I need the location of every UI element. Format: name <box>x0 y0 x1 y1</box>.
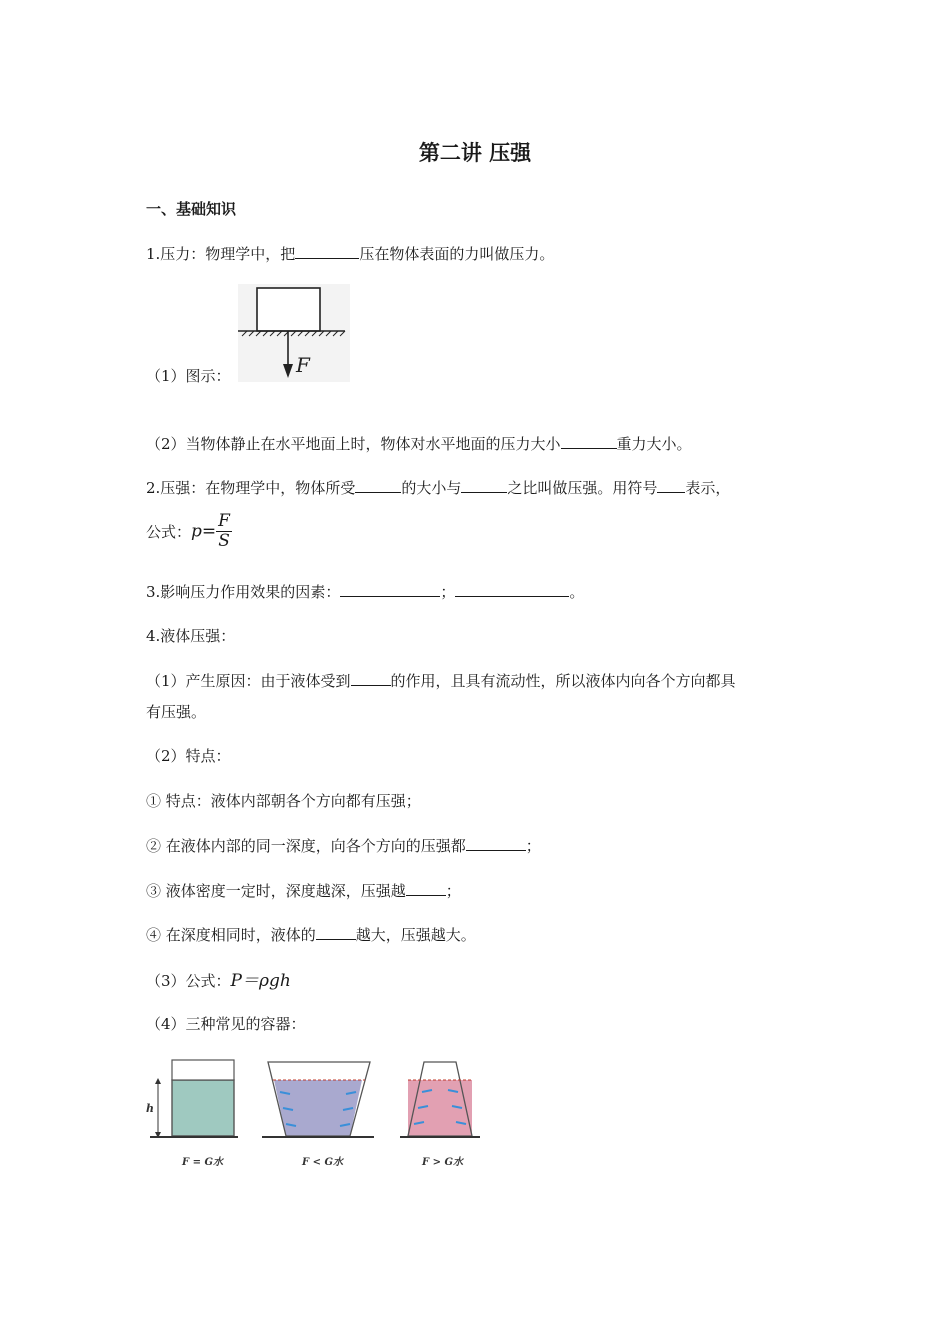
q4-feature-2-blank[interactable] <box>466 836 526 851</box>
q4-feature-4-text-a: ④ 在深度相同时，液体的 <box>146 926 316 944</box>
pressure-force-diagram <box>238 284 350 382</box>
q2-formula-label: 公式： <box>146 523 192 541</box>
q1-line <box>146 243 554 264</box>
q4-feature-4 <box>146 924 476 945</box>
container-straight <box>146 1060 238 1168</box>
q4-feature-3-text-b: ； <box>445 882 461 900</box>
q2-fraction-denominator: S <box>218 531 230 551</box>
q1-part2-text-b: 重力大小。 <box>616 435 692 453</box>
q4-cause-line-2: 有压强。 <box>146 703 207 721</box>
q1-part2-blank[interactable] <box>561 434 617 449</box>
q4-feature-2 <box>146 835 541 856</box>
three-containers-diagram <box>146 1052 496 1177</box>
q2-line <box>146 477 730 498</box>
q4-feature-2-text-a: ② 在液体内部的同一深度，向各个方向的压强都 <box>146 837 466 855</box>
height-label: h <box>146 1102 154 1115</box>
q1-blank[interactable] <box>295 244 359 259</box>
q4-cause-blank[interactable] <box>351 671 391 686</box>
q2-text-a: 2.压强：在物理学中，物体所受 <box>146 479 356 497</box>
q3-separator: ； <box>440 583 456 601</box>
q4-title: 4.液体压强： <box>146 627 236 645</box>
q2-text-d: 表示， <box>685 479 731 497</box>
q4-formula-line <box>146 966 291 991</box>
section-heading: 一、基础知识 <box>146 200 237 218</box>
q4-feature-3-blank[interactable] <box>406 881 446 896</box>
container-2-caption: F < G水 <box>302 1157 343 1168</box>
q3-end: 。 <box>569 583 585 601</box>
q4-feature-2-text-b: ； <box>525 837 541 855</box>
q1-text-a: 1.压力：物理学中，把 <box>146 245 296 263</box>
q4-feature-1: ① 特点：液体内部朝各个方向都有压强； <box>146 792 421 810</box>
q3-blank-2[interactable] <box>455 582 569 597</box>
q2-fraction <box>216 512 232 551</box>
container-3-caption: F > G水 <box>422 1157 463 1168</box>
force-label: F <box>296 353 310 377</box>
q2-blank-2[interactable] <box>461 478 507 493</box>
q2-text-b: 的大小与 <box>401 479 462 497</box>
q4-feature-3-text-a: ③ 液体密度一定时，深度越深，压强越 <box>146 882 406 900</box>
q4-features-heading: （2）特点： <box>146 747 231 765</box>
q4-feature-3 <box>146 880 461 901</box>
q4-formula: P＝ρgh <box>230 971 291 991</box>
q2-fraction-numerator: F <box>218 511 230 531</box>
q4-cause-line <box>146 670 736 691</box>
q4-feature-4-text-b: 越大，压强越大。 <box>355 926 476 944</box>
q2-blank-3[interactable] <box>657 478 685 493</box>
q1-part2-line <box>146 433 692 454</box>
container-1-caption: F = G水 <box>182 1157 223 1168</box>
container-wide-top <box>262 1062 374 1168</box>
q4-cause-text-a: （1）产生原因：由于液体受到 <box>146 672 351 690</box>
q2-formula-lhs: p <box>191 521 202 542</box>
q3-line <box>146 581 584 602</box>
q4-cause-text-b: 的作用，且具有流动性，所以液体内向各个方向都具 <box>390 672 736 690</box>
q1-text-b: 压在物体表面的力叫做压力。 <box>359 245 555 263</box>
q4-formula-label: （3）公式： <box>146 972 231 990</box>
q4-containers-label: （4）三种常见的容器： <box>146 1015 306 1033</box>
q1-part2-text-a: （2）当物体静止在水平地面上时，物体对水平地面的压力大小 <box>146 435 561 453</box>
q4-feature-4-blank[interactable] <box>316 925 356 940</box>
q2-formula-eq: = <box>201 521 217 542</box>
q2-formula-line <box>146 512 232 551</box>
page-title: 第二讲 压强 <box>418 141 532 165</box>
container-narrow-top <box>400 1062 480 1168</box>
q3-blank-1[interactable] <box>340 582 440 597</box>
q2-text-c: 之比叫做压强。用符号 <box>507 479 658 497</box>
q1-figure-label: （1）图示： <box>146 367 231 385</box>
q2-blank-1[interactable] <box>355 478 401 493</box>
q3-text: 3.影响压力作用效果的因素： <box>146 583 341 601</box>
